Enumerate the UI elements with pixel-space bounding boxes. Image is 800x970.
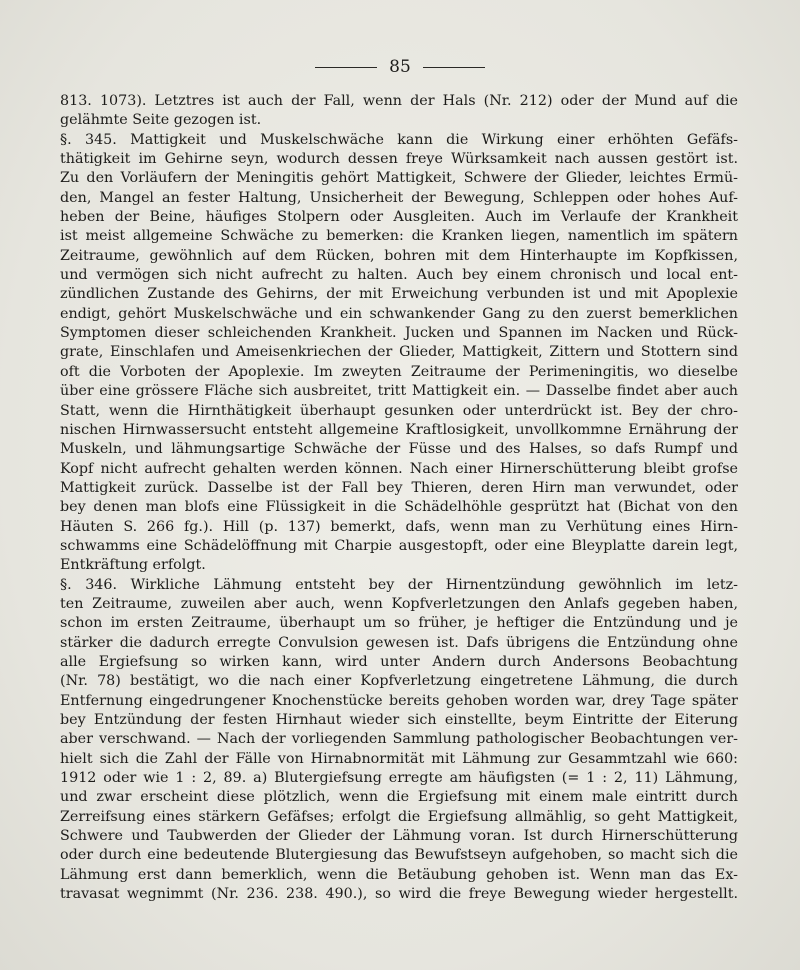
text-line: über eine grössere Fläche sich ausbreitet, tritt Mattigkeit ein. — Dasselbe findet aber auch	[60, 383, 738, 400]
text-line	[60, 904, 738, 923]
page-number: 85	[389, 57, 411, 77]
text-line: Schwere und Taubwerden der Glieder der Lähmung voran. Ist durch Hirnerschütterung	[60, 828, 738, 845]
text-line: §. 345. Mattigkeit und Muskelschwäche kann die Wirkung einer erhöhten Gefäfs-	[60, 131, 738, 148]
text-line: stärker die dadurch erregte Convulsion gewesen ist. Dafs übrigens die Entzündung ohne	[60, 634, 738, 651]
text-line: Entfernung eingedrungener Knochenstücke bereits gehoben worden war, drey Tage später	[60, 692, 738, 709]
header-rule-left	[315, 67, 377, 68]
text-line: endigt, gehört Muskelschwäche und ein schwankender Gang zu den zuerst bemerklichen	[60, 305, 738, 322]
text-line: schon im ersten Zeitraume, überhaupt um so früher, je heftiger die Entzündung und je	[60, 615, 738, 632]
text-line: Muskeln, und lähmungsartige Schwäche der Füsse und des Halses, so dafs Rumpf und	[60, 441, 738, 458]
text-line: Symptomen dieser schleichenden Krankheit. Jucken und Spannen im Nacken und Rück-	[60, 325, 738, 342]
text-line: und vermögen sich nicht aufrecht zu halten. Auch bey einem chronisch und local ent-	[60, 267, 738, 284]
header-rule-right	[423, 67, 485, 68]
text-line: nischen Hirnwassersucht entsteht allgemeine Kraftlosigkeit, unvollkommne Ernährung der	[60, 421, 738, 438]
text-line: oder durch eine bedeutende Blutergiesung das Bewufstseyn aufgehoben, so macht sich die	[60, 847, 738, 864]
text-line: Zu den Vorläufern der Meningitis gehört Mattigkeit, Schwere der Glieder, leichtes Ermü-	[60, 170, 738, 187]
text-line: travasat wegnimmt (Nr. 236. 238. 490.), so wird die freye Bewegung wieder hergestellt.	[60, 886, 738, 903]
text-line: schwamms eine Schädelöffnung mit Charpie ausgestopft, oder eine Bleyplatte darein legt,	[60, 537, 738, 554]
page-header	[0, 54, 800, 80]
text-line: thätigkeit im Gehirne seyn, wodurch dessen freye Würksamkeit nach aussen gestört ist.	[60, 151, 738, 168]
text-line: 1912 oder wie 1 : 2, 89. a) Blutergiefsung erregte am häufigsten (= 1 : 2, 11) Lähmung,	[60, 770, 738, 787]
text-line: Kopf nicht aufrecht gehalten werden können. Nach einer Hirnerschütterung bleibt grofse	[60, 460, 738, 477]
text-line: aber verschwand. — Nach der vorliegenden Sammlung pathologischer Beobachtungen ver-	[60, 731, 738, 748]
text-line: hielt sich die Zahl der Fälle von Hirnabnormität mit Lähmung zur Gesammtzahl wie 660:	[60, 750, 738, 767]
text-line: (Nr. 78) bestätigt, wo die nach einer Kopfverletzung eingetretene Lähmung, die durch	[60, 673, 738, 690]
text-line: Häuten S. 266 fg.). Hill (p. 137) bemerkt, dafs, wenn man zu Verhütung eines Hirn-	[60, 518, 738, 535]
text-line: Mattigkeit zurück. Dasselbe ist der Fall bey Thieren, deren Hirn man verwundet, oder	[60, 479, 738, 496]
text-line: 813. 1073). Letztres ist auch der Fall, wenn der Hals (Nr. 212) oder der Mund auf die	[60, 93, 738, 109]
text-line: und zwar erscheint diese plötzlich, wenn die Ergiefsung mit einem male eintritt durch	[60, 789, 738, 806]
text-line: §. 346. Wirkliche Lähmung entsteht bey der Hirnentzündung gewöhnlich im letz-	[60, 576, 738, 593]
text-line: Lähmung erst dann bemerklich, wenn die Betäubung gehoben ist. Wenn man das Ex-	[60, 866, 738, 883]
text-line: Zerreifsung eines stärkern Gefäfses; erfolgt die Ergiefsung allmählig, so geht Mattigkeit,	[60, 808, 738, 825]
text-line: ten Zeitraume, zuweilen aber auch, wenn Kopfverletzungen den Anlafs gegeben haben,	[60, 595, 738, 612]
text-line: ist meist allgemeine Schwäche zu bemerken: die Kranken liegen, namentlich im spätern	[60, 228, 738, 245]
text-line: Statt, wenn die Hirnthätigkeit überhaupt gesunken oder unterdrückt ist. Bey der chro-	[60, 402, 738, 419]
text-line: den, Mangel an fester Haltung, Unsicherheit der Bewegung, Schleppen oder hohes Auf-	[60, 189, 738, 206]
text-line: grate, Einschlafen und Ameisenkriechen der Glieder, Mattigkeit, Zittern und Stottern sind	[60, 344, 738, 361]
body-text	[60, 92, 738, 924]
text-line: Zeitraume, gewöhnlich auf dem Rücken, bohren mit dem Hinterhaupte im Kopfkissen,	[60, 247, 738, 264]
text-line: Entkräftung erfolgt.	[60, 557, 206, 574]
text-line: bey denen man blofs eine Flüssigkeit in die Schädelhöhle gesprützt hat (Bichat von den	[60, 499, 738, 516]
text-line: alle Ergiefsung so wirken kann, wird unter Andern durch Andersons Beobachtung	[60, 653, 738, 670]
text-line: zündlichen Zustande des Gehirns, der mit Erweichung verbunden ist und mit Apoplexie	[60, 286, 738, 303]
text-line: gelähmte Seite gezogen ist.	[60, 112, 262, 129]
text-line: oft die Vorboten der Apoplexie. Im zweyten Zeitraume der Perimeningitis, wo dieselbe	[60, 363, 738, 380]
text-line: heben der Beine, häufiges Stolpern oder Ausgleiten. Auch im Verlaufe der Krankheit	[60, 209, 738, 226]
text-line: bey Entzündung der festen Hirnhaut wieder sich einstellte, beym Eintritte der Eiterung	[60, 712, 738, 728]
